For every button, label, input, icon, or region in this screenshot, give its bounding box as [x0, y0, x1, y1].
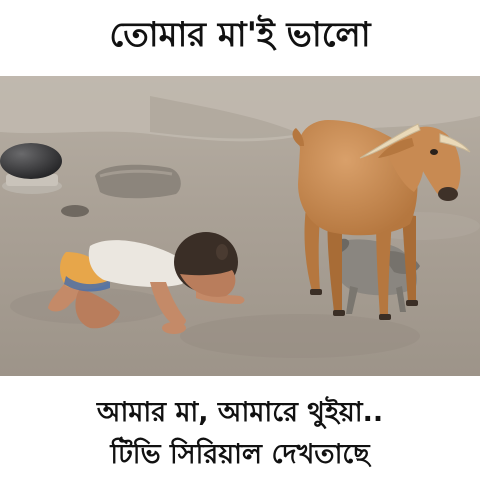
stone	[95, 165, 181, 199]
bottom-caption	[0, 392, 480, 476]
meme-photo	[0, 76, 480, 376]
top-caption: তোমার মা'ই ভালো	[109, 15, 371, 55]
photo-illustration	[0, 76, 480, 376]
bottom-caption-line-2: টিভি সিরিয়াল দেখতাছে	[110, 439, 370, 470]
bottom-caption-line-1: আমার মা, আমারে থুইয়া..	[96, 397, 384, 428]
cooking-pot	[0, 143, 62, 194]
